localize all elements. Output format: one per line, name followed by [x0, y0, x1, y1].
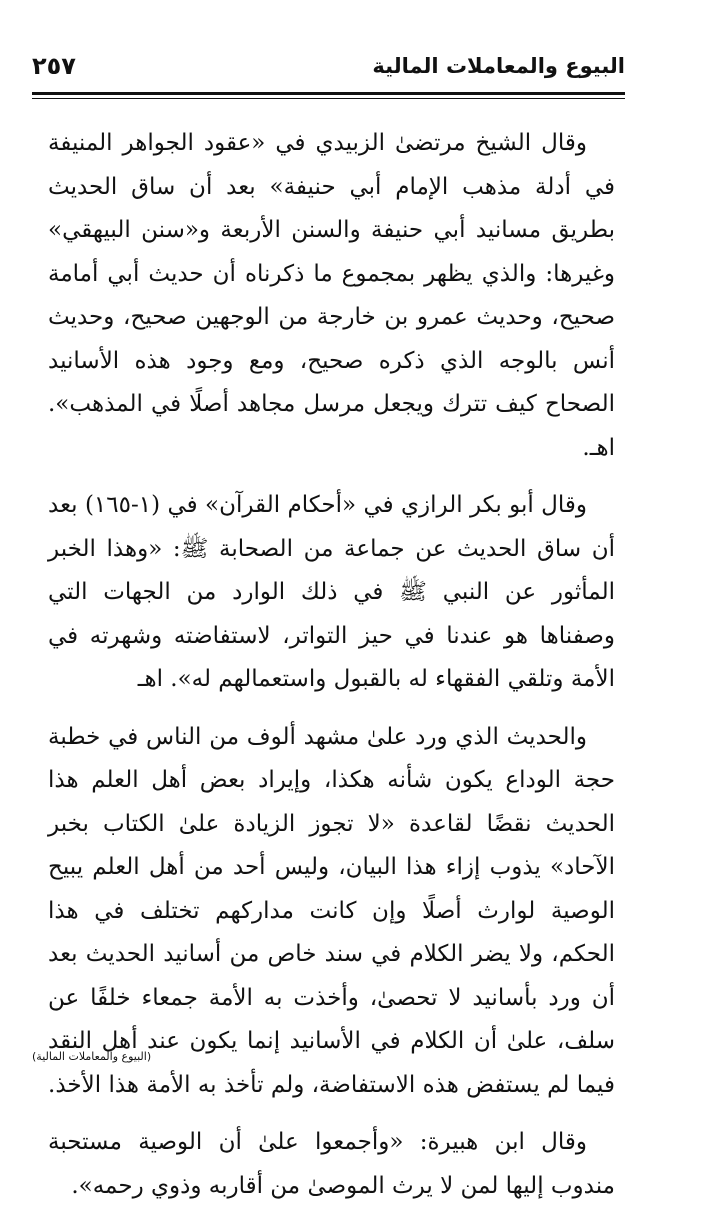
header-rule-thick [32, 92, 625, 95]
paragraph-farewell-sermon: والحديث الذي ورد علىٰ مشهد ألوف من الناس في خطبة حجة الوداع يكون شأنه هكذا، وإيراد بعض أهل العلم هذا الحديث نقضًا لقاعدة «لا تجوز الزيادة علىٰ الكتاب بخبر الآحاد» يذوب إزاء هذا البيان، وليس أحد من أهل العلم يبيح الوصية لوارث أصلًا وإن كانت مداركهم تختلف في هذا الحكم، ولا يضر الكلام في سند خاص من أسانيد الحديث بعد أن ورد بأسانيد لا تحصىٰ، وأخذت به الأمة جمعاء خلفًا عن سلف، علىٰ أن الكلام في الأسانيد إنما يكون عند أهل النقد فيما لم يستفض هذه الاستفاضة، ولم تأخذ به الأمة هذا الأخذ. [48, 723, 615, 1098]
paragraph-razi-quote: وقال أبو بكر الرازي في «أحكام القرآن» في (١-١٦٥) بعد أن ساق الحديث عن جماعة من الصحابة ﷺ: «وهذا الخبر المأثور عن النبي ﷺ في ذلك الوارد من الجهات التي وصفناها هو عندنا في حيز التواتر، لاستفاضته وشهرته في الأمة وتلقي الفقهاء له بالقبول واستعمالهم له». اهـ [48, 492, 615, 692]
page-header [32, 52, 625, 92]
running-title: البيوع والمعاملات المالية [372, 54, 625, 78]
paragraph-ibn-hubayra: وقال ابن هبيرة: «وأجمعوا علىٰ أن الوصية مستحبة مندوب إليها لمن لا يرث الموصىٰ من أقاربه وذوي رحمه». [48, 1129, 615, 1199]
footer-signature: (البيوع والمعاملات المالية) [32, 1050, 152, 1063]
page-number: ٢٥٧ [32, 52, 76, 80]
paragraph-zabidi-quote: وقال الشيخ مرتضىٰ الزبيدي في «عقود الجواهر المنيفة في أدلة مذهب الإمام أبي حنيفة» بعد أن ساق الحديث بطريق مسانيد أبي حنيفة والسنن الأربعة و«سنن البيهقي» وغيرها: والذي يظهر بمجموع ما ذكرناه أن حديث أبي أمامة صحيح، وحديث عمرو بن خارجة من الوجهين صحيح، وحديث أنس بالوجه الذي ذكره صحيح، ومع وجود هذه الأسانيد الصحاح كيف تترك ويجعل مرسل مجاهد أصلًا في المذهب». اهـ. [48, 130, 615, 461]
header-rule-thin [32, 98, 625, 99]
